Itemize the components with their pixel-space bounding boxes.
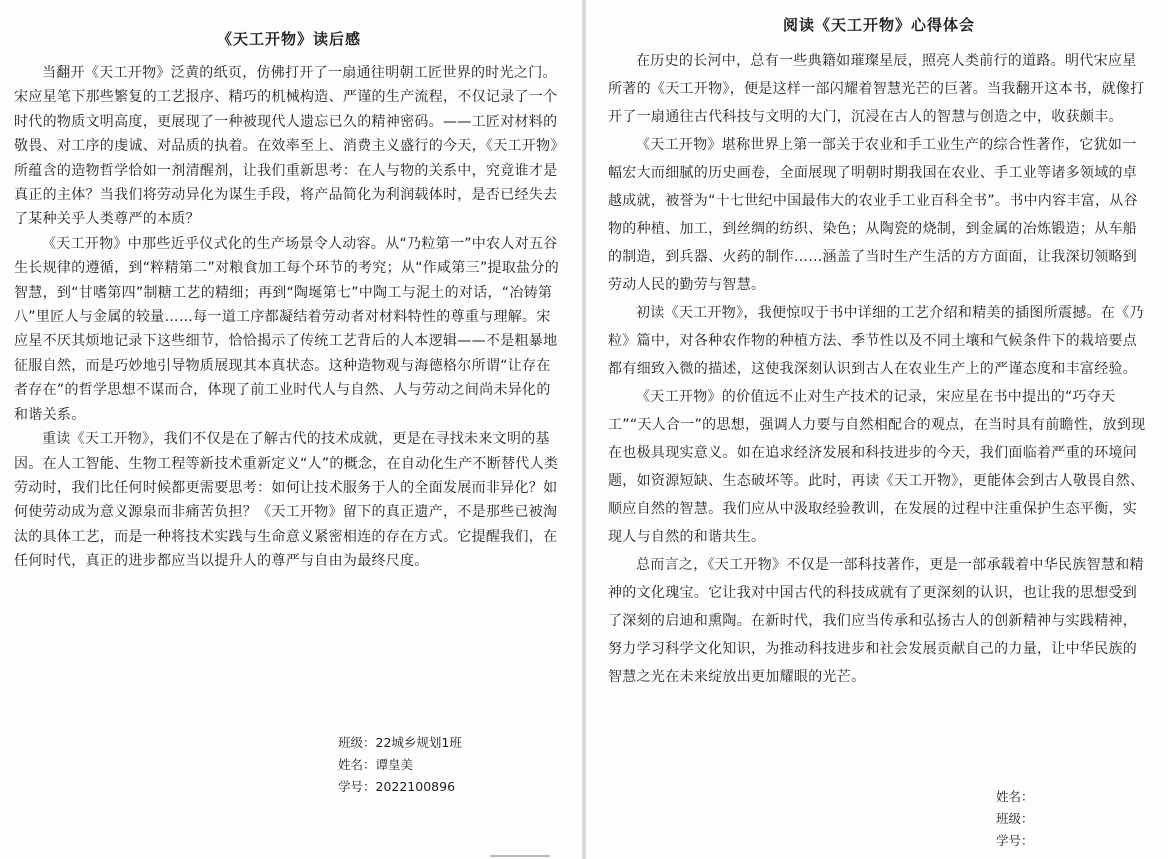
scan-edge-mark: [490, 855, 550, 857]
left-page: [0, 0, 582, 859]
right-class-label: 班级：: [996, 811, 1034, 826]
left-id-label: 学号：2022100896: [338, 779, 456, 794]
right-paragraph-1: 在历史的长河中，总有一些典籍如璀璨星辰，照亮人类前行的道路。明代宋应星所著的《天工开物》，便是这样一部闪耀着智慧光芒的巨著。当我翻开这本书，就像打开了一扇通往古代科技与文明的大门，沉浸在古人的智慧与创造之中，收获颇丰。: [608, 53, 1145, 125]
right-paragraph-3: 初读《天工开物》，我便惊叹于书中详细的工艺介绍和精美的插图所震撼。在《乃粒》篇中，对各种农作物的种植方法、季节性以及不同土壤和气候条件下的栽培要点都有细致入微的描述，这使我深刻认识到古人在农业生产上的严谨态度和丰富经验。: [608, 305, 1144, 377]
left-page-title: 《天工开物》读后感: [216, 30, 361, 48]
right-paragraph-5: 总而言之，《天工开物》不仅是一部科技著作，更是一部承载着中华民族智慧和精神的文化瑰宝。它让我对中国古代的科技成就有了更深刻的认识，也让我的思想受到了深刻的启迪和熏陶。在新时代，我们应当传承和弘扬古人的创新精神与实践精神，努力学习科学文化知识，为推动科技进步和社会发展贡献自己的力量，让中华民族的智慧之光在未来绽放出更加耀眼的光芒。: [608, 557, 1144, 685]
left-paragraph-1: 当翻开《天工开物》泛黄的纸页，仿佛打开了一扇通往明朝工匠世界的时光之门。宋应星笔下那些繁复的工艺报序、精巧的机械构造、严谨的生产流程，不仅记录了一个时代的物质文明高度，更展现了一种被现代人遗忘已久的精神密码。——工匠对材料的敬畏、对工序的虔诚、对品质的执着。在效率至上、消费主义盛行的今天，《天工开物》所蕴含的造物哲学恰如一剂清醒剂，让我们重新思考：在人与物的关系中，究竟谁才是真正的主体？当我们将劳动异化为谋生手段，将产品简化为利润载体时，是否已经失去了某种关乎人类尊严的本质？: [14, 65, 558, 228]
left-class-label: 班级：22城乡规划1班: [338, 735, 462, 750]
right-signature-block: [996, 786, 1034, 852]
left-paragraph-2: 《天工开物》中那些近乎仪式化的生产场景令人动容。从“乃粒第一”中农人对五谷生长规律的遵循，到“粹精第二”对粮食加工每个环节的考究；从“作咸第三”提取盐分的智慧，到“甘嗜第四”制糖工艺的精细；再到“陶埏第七”中陶工与泥土的对话，“冶铸第八”里匠人与金属的较量……每一道工序都凝结着劳动者对材料特性的尊重与理解。宋应星不厌其烦地记录下这些细节，恰恰揭示了传统工艺背后的人本逻辑——不是粗暴地征服自然，而是巧妙地引导物质展现其本真状态。这种造物观与海德格尔所谓“让存在者存在”的哲学思想不谋而合，体现了前工业时代人与自然、人与劳动之间尚未异化的和谐关系。: [14, 235, 560, 423]
left-paragraph-3: 重读《天工开物》，我们不仅是在了解古代的技术成就，更是在寻找未来文明的基因。在人工智能、生物工程等新技术重新定义“人”的概念，在自动化生产不断替代人类劳动时，我们比任何时候都更需要思考：如何让技术服务于人的全面发展而非异化？如何使劳动成为意义源泉而非痛苦负担？《天工开物》留下的真正遗产，不是那些已被淘汰的具体工艺，而是一种将技术实践与生命意义紧密相连的存在方式。它提醒我们，在任何时代，真正的进步都应当以提升人的尊严与自由为最终尺度。: [14, 431, 559, 570]
right-id-label: 学号：: [996, 833, 1034, 848]
right-paragraph-2: 《天工开物》堪称世界上第一部关于农业和手工业生产的综合性著作，它犹如一幅宏大而细腻的历史画卷，全面展现了明朝时期我国在农业、手工业等诸多领域的卓越成就，被誉为“十七世纪中国最伟大的农业手工业百科全书”。书中内容丰富，从谷物的种植、加工，到丝绸的纺织、染色；从陶瓷的烧制，到金属的冶炼锻造；从车船的制造，到兵器、火药的制作……涵盖了当时生产生活的方方面面，让我深切领略到劳动人民的勤劳与智慧。: [608, 137, 1138, 293]
right-page: [586, 0, 1168, 859]
right-paragraph-4: 《天工开物》的价值远不止对生产技术的记录，宋应星在书中提出的“巧夺天工”“天人合一”的思想，强调人力要与自然相配合的观点，在当时具有前瞻性，放到现在也极具现实意义。如在追求经济发展和科技进步的今天，我们面临着严重的环境问题，如资源短缺、生态破坏等。此时，再读《天工开物》，更能体会到古人敬畏自然、顺应自然的智慧。我们应从中汲取经验教训，在发展的过程中注重保护生态平衡，实现人与自然的和谐共生。: [608, 389, 1146, 545]
left-signature-block: [338, 732, 462, 798]
left-name-label: 姓名：谭皇美: [338, 757, 414, 772]
right-page-title: 阅读《天工开物》心得体会: [782, 16, 975, 34]
right-name-label: 姓名：: [996, 789, 1034, 804]
